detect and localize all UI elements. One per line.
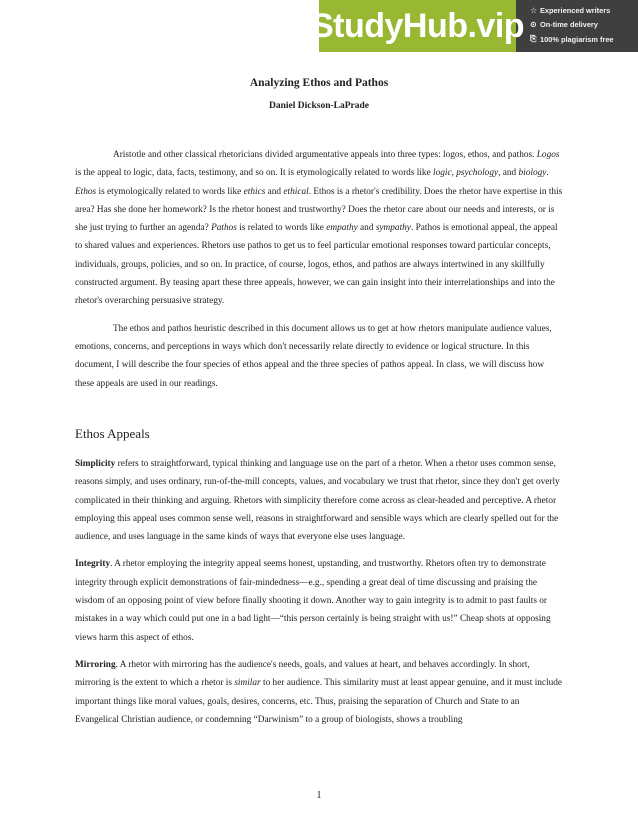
term-integrity: Integrity: [75, 559, 111, 570]
feature-item: [530, 18, 638, 33]
feature-item: [530, 3, 638, 18]
intro-section: [75, 146, 563, 393]
feature-item: [530, 32, 638, 47]
document-title: Analyzing Ethos and Pathos: [249, 77, 389, 89]
star-icon: ☆: [530, 5, 538, 15]
feature-list: [530, 3, 638, 47]
term-simplicity: Simplicity: [75, 459, 116, 469]
studyhub-logo[interactable]: StudyHub.vip: [319, 0, 516, 52]
mirroring-paragraph: Mirroring. A rhetor with mirroring has the audience's needs, goals, and values at heart, and behaves accordingly. In short, mirroring is the extent to which a rhetor is similar to her audience. This similarity must at least appear genuine, and it must include important things like moral values, goals, desires, concerns, etc. Thus, praising the separation of Church and State to an Evangelical Christian audience, or condemning “Darwinism” to a group of biologists, shows a troubling: [75, 659, 563, 725]
document-author: Daniel Dickson-LaPrade: [268, 101, 369, 111]
intro-paragraph-1: Aristotle and other classical rhetoricians divided argumentative appeals into three types: logos, ethos, and pathos. Logos is the appeal to logic, data, facts, testimony, and so on. It is etymologically related to words like logic, psychology, and biology. Ethos is etymologically related to words like ethics and ethical. Ethos is a rhetor's credibility. Does the rhetor have expertise in this area? Has she done her homework? Is the rhetor honest and trustworthy? Does the rhetor care about our needs and interests, or is she just trying to further an agenda? Pathos is related to words like empathy and sympathy. Pathos is emotional appeal, the appeal to shared values and experiences. Rhetors use pathos to get us to feel particular emotional responses toward particular concepts, individuals, groups, policies, and so on. In practice, of course, logos, ethos, and pathos are always intertwined in any skillfully constructed argument. By teasing apart these three appeals, however, we can gain insight into their interrelationships and into the rhetor's overarching persuasive strategy.: [75, 150, 563, 307]
copy-icon: ⎘: [530, 34, 537, 44]
feature-label: On-time delivery: [540, 20, 598, 30]
simplicity-paragraph: Simplicity refers to straightforward, typical thinking and language use on the part of a rhetor. When a rhetor uses common sense, reasons simply, and uses ordinary, run-of-the-mill concepts, values, and vocabulary we trust that rhetor, since they don't get overly complicated in their thinking and arguing. Rhetors with simplicity therefore come across as clear-headed and perceptive. A rhetor employing this appeal uses common sense well, reasons in straightforward and sensible ways which are clearly spelled out for the audience, and uses language in the same kinds of ways that everyone else uses language.: [75, 459, 560, 543]
ad-banner[interactable]: [310, 0, 638, 52]
clock-icon: ⊙: [530, 20, 537, 30]
integrity-paragraph: Integrity. A rhetor employing the integrity appeal seems honest, upstanding, and trustworthy. Rhetors often try to demonstrate integrity through explicit demonstrations of fair-mindedness—e.g., spending a great deal of time discussing and praising the wisdom of an opposing point of view before finally shooting it down. Another way to gain integrity is to admit to past faults or mistakes in a way which could put one in a bad light—“this person certainly is being straight with us!” Cheap shots at opposing views harm this aspect of ethos.: [75, 559, 551, 643]
feature-label: 100% plagiarism free: [540, 34, 614, 44]
page-number: 1: [316, 790, 322, 801]
section-heading: Ethos Appeals: [75, 426, 150, 441]
intro-paragraph-2: The ethos and pathos heuristic described in this document allows us to get at how rhetors manipulate audience values, emotions, concerns, and perceptions in ways which don't necessarily relate directly to evidence or logical structure. In this document, I will describe the four species of ethos appeal and the three species of pathos appeal. In class, we will discuss how these appeals are used in our readings.: [75, 323, 552, 389]
term-mirroring: Mirroring: [75, 659, 116, 670]
feature-label: Experienced writers: [540, 5, 611, 15]
ethos-section: [75, 455, 563, 729]
